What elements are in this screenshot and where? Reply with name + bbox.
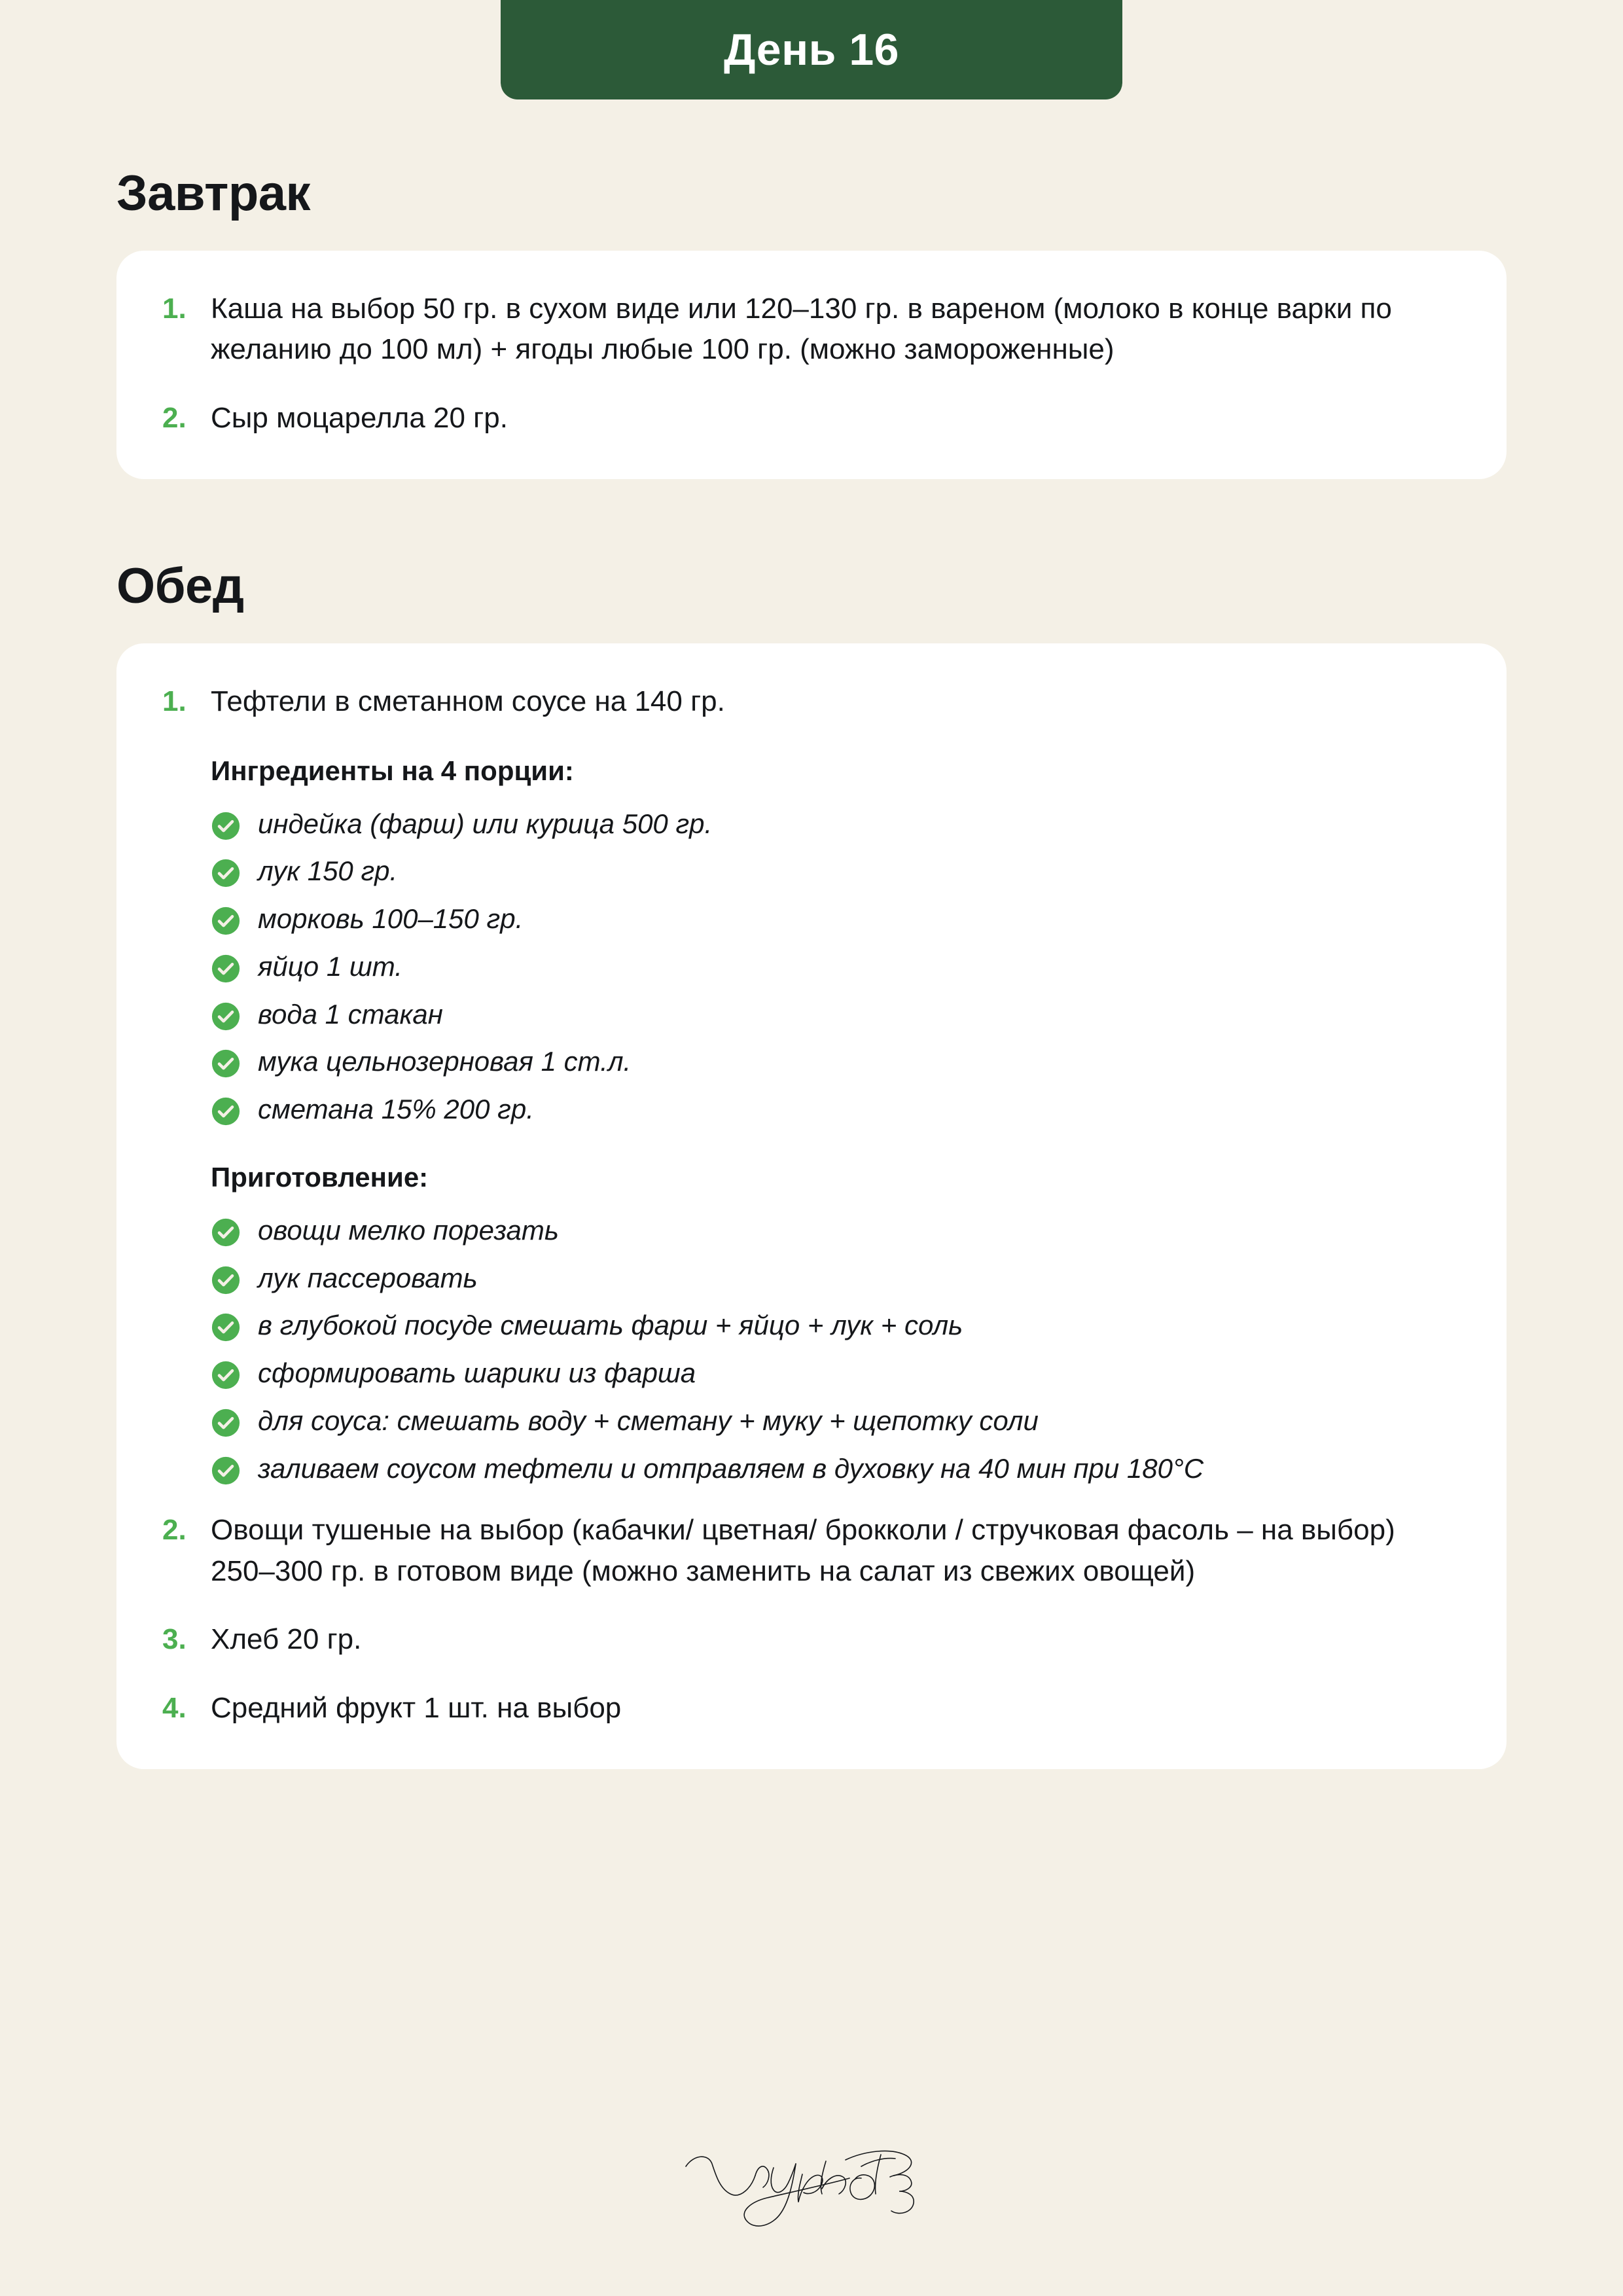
ingredients-block — [211, 751, 1461, 1129]
lunch-list — [162, 681, 1461, 1729]
list-item — [211, 1043, 1461, 1081]
list-item — [211, 1354, 1461, 1393]
check-circle-icon — [211, 1001, 241, 1031]
list-item-body — [211, 681, 1461, 1488]
list-item — [211, 1402, 1461, 1441]
list-item-number: 1. — [162, 293, 187, 325]
list-item-number: 4. — [162, 1691, 187, 1724]
list-item — [211, 852, 1461, 891]
check-circle-icon — [211, 1049, 241, 1079]
check-circle-icon — [211, 1096, 241, 1126]
preparation-heading: Приготовление: — [211, 1162, 429, 1193]
list-item-text: Хлеб 20 гр. — [211, 1623, 362, 1656]
list-item — [211, 1211, 1461, 1250]
lunch-section-title: Обед — [116, 558, 244, 615]
list-item — [211, 805, 1461, 844]
breakfast-section-title: Завтрак — [116, 166, 311, 221]
check-circle-icon — [211, 906, 241, 936]
check-circle-icon — [211, 858, 241, 888]
list-item — [162, 681, 1461, 1488]
check-circle-icon — [211, 1360, 241, 1390]
breakfast-card — [116, 251, 1507, 479]
check-circle-icon — [211, 1217, 241, 1247]
breakfast-list — [162, 289, 1461, 439]
list-item-number: 3. — [162, 1623, 187, 1656]
list-item — [162, 1619, 1461, 1660]
check-circle-icon — [211, 954, 241, 984]
list-item-text: Тефтели в сметанном соусе на 140 гр. — [211, 685, 725, 718]
preparation-step-text: в глубокой посуде смешать фарш + яйцо + лук + соль — [258, 1310, 963, 1341]
check-circle-icon — [211, 1456, 241, 1486]
list-item-text: Овощи тушеные на выбор (кабачки/ цветная/ брокколи / стручковая фасоль – на выбор) 250–300 гр. в готовом виде (можно заменить на салат из свежих овощей) — [211, 1514, 1395, 1587]
ingredient-text: индейка (фарш) или курица 500 гр. — [258, 808, 713, 839]
list-item-number: 2. — [162, 1514, 187, 1547]
list-item — [211, 900, 1461, 939]
page-content — [0, 165, 1623, 1769]
preparation-block — [211, 1158, 1461, 1488]
preparation-step-text: заливаем соусом тефтели и отправляем в духовку на 40 мин при 180°C — [258, 1452, 1204, 1484]
header-bar — [0, 0, 1623, 99]
check-circle-icon — [211, 1408, 241, 1438]
ingredient-text: сметана 15% 200 гр. — [258, 1094, 534, 1125]
day-badge: День 16 — [501, 0, 1122, 99]
check-circle-icon — [211, 811, 241, 841]
preparation-step-text: овощи мелко порезать — [258, 1214, 559, 1246]
preparation-step-text: сформировать шарики из фарша — [258, 1357, 696, 1389]
preparation-list — [211, 1211, 1461, 1488]
list-item — [211, 1450, 1461, 1488]
check-circle-icon — [211, 1312, 241, 1342]
list-item-number: 2. — [162, 401, 187, 434]
list-item — [211, 1090, 1461, 1129]
check-circle-icon — [211, 1265, 241, 1295]
list-item — [211, 948, 1461, 986]
list-item-text: Каша на выбор 50 гр. в сухом виде или 120–130 гр. в вареном (молоко в конце варки по желанию до 100 мл) + ягоды любые 100 гр. (можно замороженные) — [211, 293, 1392, 366]
list-item-text: Сыр моцарелла 20 гр. — [211, 401, 508, 434]
ingredient-text: лук 150 гр. — [258, 855, 398, 887]
signature-icon — [674, 2138, 949, 2236]
lunch-card — [116, 643, 1507, 1769]
list-item — [162, 1688, 1461, 1729]
preparation-step-text: для соуса: смешать воду + сметану + муку + щепотку соли — [258, 1405, 1039, 1436]
list-item — [211, 1306, 1461, 1345]
ingredients-list — [211, 805, 1461, 1130]
ingredient-text: вода 1 стакан — [258, 998, 443, 1030]
ingredient-text: морковь 100–150 гр. — [258, 903, 524, 935]
ingredients-heading: Ингредиенты на 4 порции: — [211, 755, 574, 786]
ingredient-text: яйцо 1 шт. — [258, 950, 402, 982]
preparation-step-text: лук пассеровать — [258, 1262, 478, 1293]
list-item-number: 1. — [162, 685, 187, 718]
list-item — [162, 289, 1461, 370]
signature-watermark — [0, 2138, 1623, 2236]
list-item — [211, 1259, 1461, 1298]
list-item-text: Средний фрукт 1 шт. на выбор — [211, 1691, 622, 1724]
ingredient-text: мука цельнозерновая 1 ст.л. — [258, 1046, 632, 1077]
list-item — [162, 398, 1461, 439]
list-item — [211, 996, 1461, 1034]
list-item — [162, 1510, 1461, 1592]
